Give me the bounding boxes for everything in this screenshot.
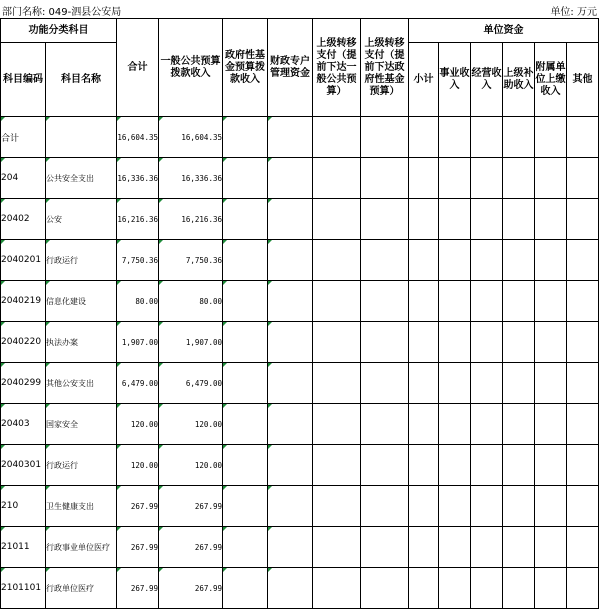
row-general-budget: 80.00 [159,281,223,322]
row-name: 行政事业单位医疗 [46,527,117,568]
row-code: 合计 [1,117,46,158]
empty-cell [439,568,471,609]
empty-cell [361,363,409,404]
empty-cell [471,527,503,568]
empty-cell [503,281,535,322]
empty-cell [439,158,471,199]
empty-cell [535,240,567,281]
empty-cell [567,404,599,445]
empty-cell [567,117,599,158]
empty-cell [313,486,361,527]
table-row [1,404,599,445]
empty-cell [439,486,471,527]
row-general-budget: 267.99 [159,486,223,527]
table-row [1,445,599,486]
transfer-general-header: 上级转移支付（提前下达一般公共预算） [313,19,361,117]
empty-cell [409,158,439,199]
row-total: 80.00 [117,281,159,322]
row-name [46,117,117,158]
empty-cell [268,158,313,199]
empty-cell [313,568,361,609]
name-header: 科目名称 [46,43,117,117]
empty-cell [471,568,503,609]
transfer-fund-header: 上级转移支付（提前下达政府性基金预算） [361,19,409,117]
empty-cell [567,445,599,486]
row-total: 267.99 [117,486,159,527]
empty-cell [223,404,268,445]
empty-cell [535,158,567,199]
empty-cell [361,486,409,527]
empty-cell [471,322,503,363]
empty-cell [268,527,313,568]
empty-cell [535,527,567,568]
empty-cell [471,363,503,404]
empty-cell [223,117,268,158]
empty-cell [409,486,439,527]
row-code: 210 [1,486,46,527]
empty-cell [268,445,313,486]
empty-cell [567,199,599,240]
empty-cell [439,117,471,158]
empty-cell [223,322,268,363]
empty-cell [313,158,361,199]
empty-cell [535,363,567,404]
empty-cell [313,527,361,568]
row-general-budget: 6,479.00 [159,363,223,404]
empty-cell [223,281,268,322]
row-total: 16,216.36 [117,199,159,240]
empty-cell [361,117,409,158]
empty-cell [535,404,567,445]
business-income-header: 事业收入 [439,43,471,117]
superior-subsidy-header: 上级补助收入 [503,43,535,117]
row-name: 公共安全支出 [46,158,117,199]
row-code: 20402 [1,199,46,240]
table-row [1,199,599,240]
row-name: 行政运行 [46,240,117,281]
empty-cell [567,527,599,568]
general-budget-header: 一般公共预算拨款收入 [159,19,223,117]
row-code: 21011 [1,527,46,568]
fiscal-special-header: 财政专户管理资金 [268,19,313,117]
table-row [1,117,599,158]
empty-cell [535,568,567,609]
empty-cell [471,404,503,445]
empty-cell [567,363,599,404]
row-total: 16,336.36 [117,158,159,199]
empty-cell [503,322,535,363]
row-name: 行政单位医疗 [46,568,117,609]
empty-cell [439,322,471,363]
empty-cell [471,281,503,322]
other-header: 其他 [567,43,599,117]
table-row [1,568,599,609]
empty-cell [471,486,503,527]
empty-cell [503,445,535,486]
empty-cell [223,445,268,486]
empty-cell [409,404,439,445]
empty-cell [471,117,503,158]
row-total: 120.00 [117,404,159,445]
empty-cell [471,199,503,240]
empty-cell [361,322,409,363]
empty-cell [535,281,567,322]
row-total: 7,750.36 [117,240,159,281]
budget-table [0,18,599,609]
row-total: 267.99 [117,568,159,609]
empty-cell [223,199,268,240]
empty-cell [223,363,268,404]
empty-cell [439,404,471,445]
row-name: 公安 [46,199,117,240]
empty-cell [503,527,535,568]
empty-cell [439,281,471,322]
empty-cell [268,281,313,322]
empty-cell [471,240,503,281]
empty-cell [268,486,313,527]
empty-cell [409,363,439,404]
empty-cell [409,568,439,609]
empty-cell [313,240,361,281]
empty-cell [268,240,313,281]
table-row [1,240,599,281]
empty-cell [535,486,567,527]
row-total: 1,907.00 [117,322,159,363]
empty-cell [439,199,471,240]
table-row [1,281,599,322]
empty-cell [361,445,409,486]
empty-cell [439,527,471,568]
empty-cell [503,568,535,609]
empty-cell [439,240,471,281]
empty-cell [223,486,268,527]
empty-cell [313,117,361,158]
affiliated-income-header: 附属单位上缴收入 [535,43,567,117]
row-general-budget: 16,604.35 [159,117,223,158]
table-row [1,363,599,404]
empty-cell [503,199,535,240]
empty-cell [223,527,268,568]
empty-cell [535,322,567,363]
func-class-header: 功能分类科目 [1,19,117,43]
operating-income-header: 经营收入 [471,43,503,117]
empty-cell [409,445,439,486]
row-code: 20403 [1,404,46,445]
empty-cell [567,240,599,281]
empty-cell [567,568,599,609]
row-name: 行政运行 [46,445,117,486]
empty-cell [223,568,268,609]
report-header [0,0,609,18]
unit-funds-header: 单位资金 [409,19,599,43]
empty-cell [268,199,313,240]
row-name: 卫生健康支出 [46,486,117,527]
row-name: 执法办案 [46,322,117,363]
total-header: 合计 [117,19,159,117]
empty-cell [223,158,268,199]
empty-cell [361,281,409,322]
empty-cell [409,199,439,240]
empty-cell [439,363,471,404]
row-total: 267.99 [117,527,159,568]
empty-cell [567,281,599,322]
row-general-budget: 267.99 [159,568,223,609]
empty-cell [313,322,361,363]
table-row [1,486,599,527]
empty-cell [535,199,567,240]
empty-cell [535,445,567,486]
row-name: 信息化建设 [46,281,117,322]
empty-cell [313,199,361,240]
row-code: 2040301 [1,445,46,486]
row-code: 2040201 [1,240,46,281]
row-code: 2040219 [1,281,46,322]
empty-cell [223,240,268,281]
row-general-budget: 16,216.36 [159,199,223,240]
subtotal-header: 小计 [409,43,439,117]
row-total: 6,479.00 [117,363,159,404]
empty-cell [409,281,439,322]
row-code: 2101101 [1,568,46,609]
row-general-budget: 1,907.00 [159,322,223,363]
empty-cell [361,158,409,199]
empty-cell [313,281,361,322]
empty-cell [361,527,409,568]
empty-cell [409,117,439,158]
empty-cell [567,322,599,363]
table-row [1,322,599,363]
unit-label: 单位: 万元 [550,7,597,18]
row-code: 2040220 [1,322,46,363]
empty-cell [361,404,409,445]
empty-cell [535,117,567,158]
empty-cell [409,322,439,363]
empty-cell [503,404,535,445]
row-general-budget: 267.99 [159,527,223,568]
empty-cell [567,486,599,527]
row-general-budget: 16,336.36 [159,158,223,199]
row-code: 204 [1,158,46,199]
empty-cell [361,199,409,240]
empty-cell [409,240,439,281]
gov-fund-header: 政府性基金预算拨款收入 [223,19,268,117]
empty-cell [268,322,313,363]
empty-cell [361,568,409,609]
empty-cell [503,117,535,158]
row-general-budget: 120.00 [159,445,223,486]
row-general-budget: 120.00 [159,404,223,445]
empty-cell [268,117,313,158]
empty-cell [503,486,535,527]
code-header: 科目编码 [1,43,46,117]
empty-cell [268,404,313,445]
row-name: 国家安全 [46,404,117,445]
empty-cell [313,404,361,445]
row-total: 120.00 [117,445,159,486]
empty-cell [471,445,503,486]
empty-cell [268,363,313,404]
row-code: 2040299 [1,363,46,404]
empty-cell [503,240,535,281]
row-total: 16,604.35 [117,117,159,158]
empty-cell [471,158,503,199]
empty-cell [361,240,409,281]
empty-cell [409,527,439,568]
row-name: 其他公安支出 [46,363,117,404]
empty-cell [313,363,361,404]
empty-cell [313,445,361,486]
department-name: 部门名称: 049-泗县公安局 [2,7,122,18]
row-general-budget: 7,750.36 [159,240,223,281]
table-row [1,158,599,199]
table-row [1,527,599,568]
empty-cell [439,445,471,486]
empty-cell [268,568,313,609]
empty-cell [503,363,535,404]
empty-cell [567,158,599,199]
empty-cell [503,158,535,199]
